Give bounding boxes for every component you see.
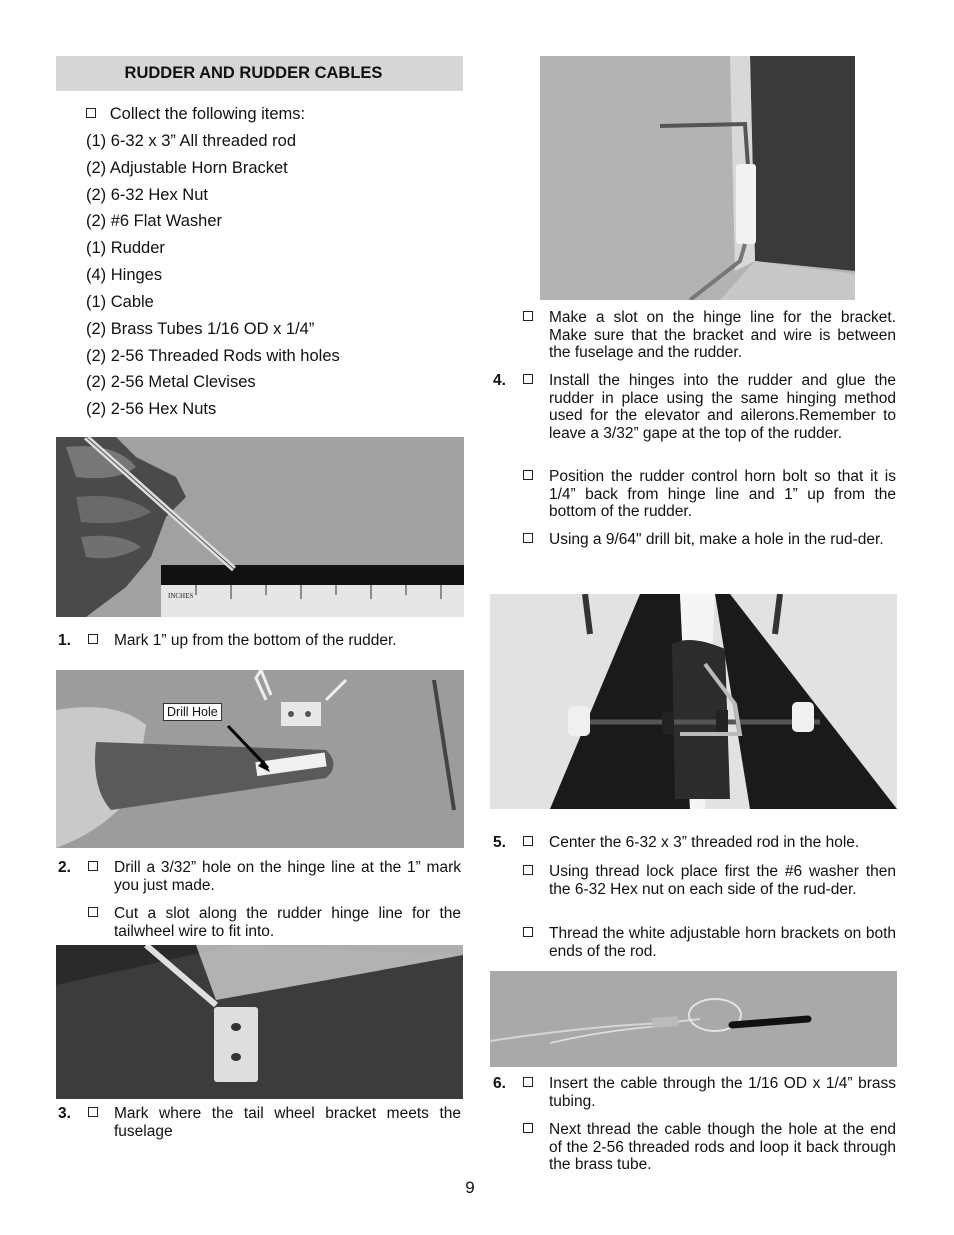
list-item: (2) 2-56 Threaded Rods with holes: [86, 347, 340, 365]
checkbox-icon[interactable]: [88, 907, 98, 917]
list-item: (2) Adjustable Horn Bracket: [86, 159, 288, 177]
step-number: 6.: [493, 1075, 506, 1092]
step-text: Next thread the cable though the hole at the end of the 2-56 threaded rods and loop it back through the brass tube.: [549, 1121, 896, 1173]
checkbox-icon[interactable]: [523, 311, 533, 321]
step-text: Using a 9/64" drill bit, make a hole in the rud-der.: [549, 531, 884, 548]
step-text: Mark 1” up from the bottom of the rudder.: [114, 632, 397, 649]
checkbox-icon[interactable]: [523, 836, 533, 846]
checkbox-icon[interactable]: [86, 108, 96, 118]
checkbox-icon[interactable]: [523, 1123, 533, 1133]
checkbox-icon[interactable]: [88, 1107, 98, 1117]
step-text: Thread the white adjustable horn brackets on both ends of the rod.: [549, 925, 896, 960]
step-text: Insert the cable through the 1/16 OD x 1/4” brass tubing.: [549, 1075, 896, 1110]
step-number: 5.: [493, 834, 506, 851]
step-text: Cut a slot along the rudder hinge line for the tailwheel wire to fit into.: [114, 905, 461, 940]
page-number: 9: [465, 1178, 475, 1197]
list-item: (1) Rudder: [86, 239, 165, 257]
step-text: Center the 6-32 x 3” threaded rod in the hole.: [549, 834, 860, 851]
step-text: Make a slot on the hinge line for the bracket. Make sure that the bracket and wire is between the fuselage and the rudder.: [549, 309, 896, 361]
checkbox-icon[interactable]: [523, 927, 533, 937]
section-title: RUDDER AND RUDDER CABLES: [56, 56, 463, 91]
photo-bracket-slot: [540, 56, 855, 300]
step-number: 4.: [493, 372, 506, 389]
photo-marking-rudder: [56, 437, 464, 617]
list-item: (2) #6 Flat Washer: [86, 212, 223, 230]
checkbox-icon[interactable]: [523, 865, 533, 875]
photo-drill-hole: [56, 670, 464, 848]
photo-threaded-rod: [490, 594, 897, 809]
checkbox-icon[interactable]: [523, 533, 533, 543]
checkbox-icon[interactable]: [523, 1077, 533, 1087]
checkbox-icon[interactable]: [88, 634, 98, 644]
list-item: (2) 2-56 Metal Clevises: [86, 373, 256, 391]
step-text: Position the rudder control horn bolt so that it is 1/4” back from hinge line and 1” up from the bottom of the rudder.: [549, 468, 896, 520]
step-text: Using thread lock place first the #6 washer then the 6-32 Hex nut on each side of the rud-der.: [549, 863, 896, 898]
checkbox-icon[interactable]: [523, 374, 533, 384]
list-item: (2) 2-56 Hex Nuts: [86, 400, 217, 418]
step-number: 2.: [58, 859, 71, 876]
drill-hole-callout: Drill Hole: [163, 703, 222, 721]
photo-tailwheel-bracket: [56, 945, 463, 1099]
list-item: (2) 6-32 Hex Nut: [86, 186, 208, 204]
step-text: Drill a 3/32” hole on the hinge line at the 1” mark you just made.: [114, 859, 461, 894]
checkbox-icon[interactable]: [88, 861, 98, 871]
list-item: (2) Brass Tubes 1/16 OD x 1/4”: [86, 320, 315, 338]
step-text: Mark where the tail wheel bracket meets the fuselage: [114, 1105, 461, 1140]
checkbox-icon[interactable]: [523, 470, 533, 480]
step-text: Install the hinges into the rudder and glue the rudder in place using the same hinging method used for the elevator and ailerons.Remember to leave a 3/32” gape at the top of the rudder.: [549, 372, 896, 442]
collect-items-heading: Collect the following items:: [86, 104, 305, 124]
list-item: (1) Cable: [86, 293, 154, 311]
list-item: (4) Hinges: [86, 266, 163, 284]
ruler-label: INCHES: [168, 592, 194, 600]
list-item: (1) 6-32 x 3” All threaded rod: [86, 132, 297, 150]
step-number: 3.: [58, 1105, 71, 1122]
photo-cable-tube: [490, 971, 897, 1067]
step-number: 1.: [58, 632, 71, 649]
